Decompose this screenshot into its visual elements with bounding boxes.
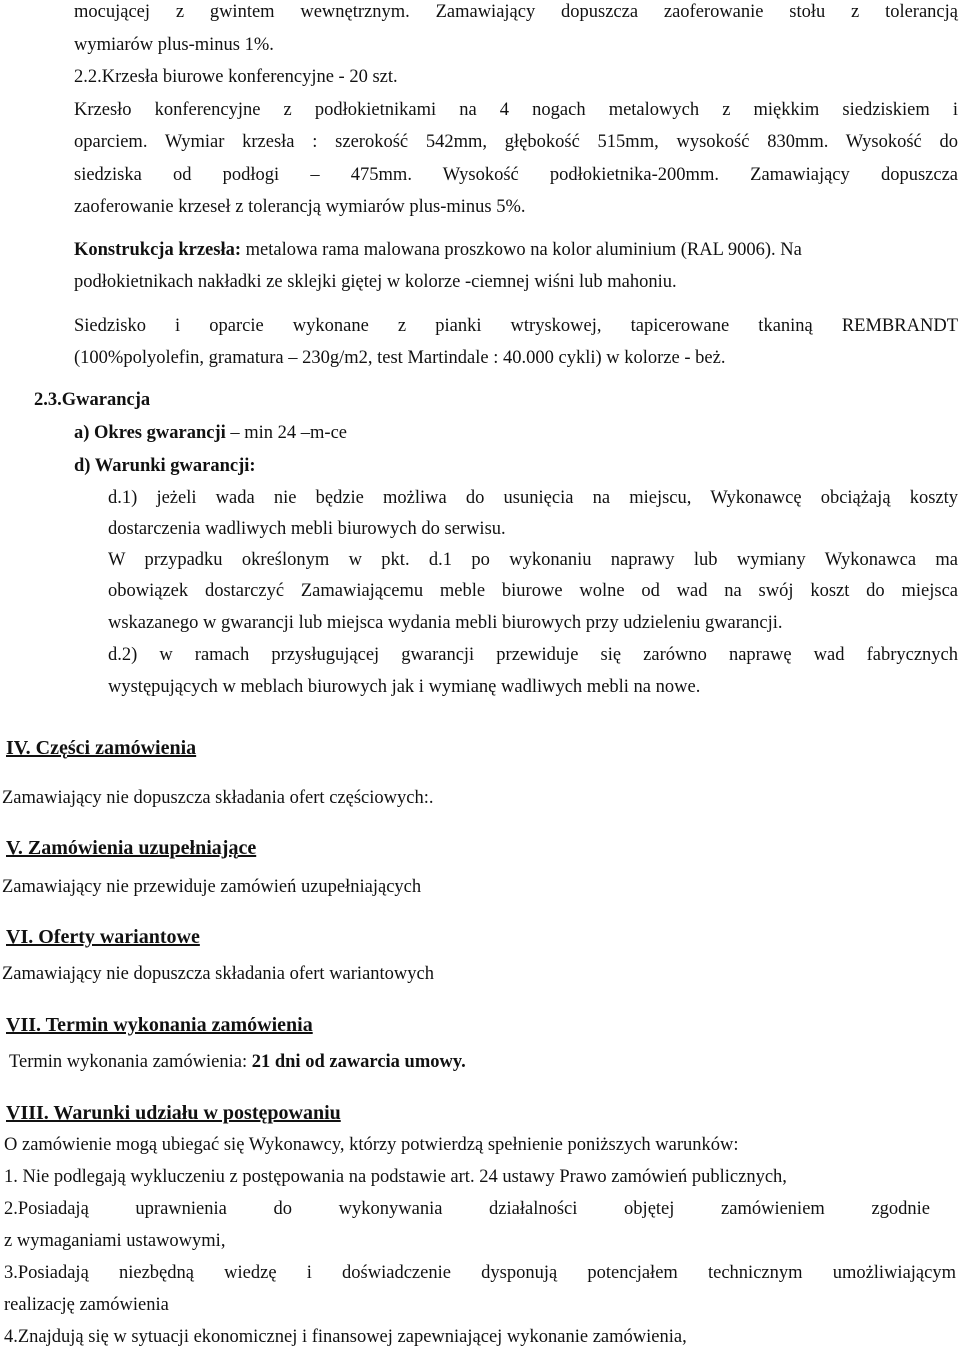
list-item: 4.Znajdują się w sytuacji ekonomicznej i finansowej zapewniającej wykonanie zamówienia, <box>4 1327 687 1347</box>
paragraph-line: Zamawiający nie przewiduje zamówień uzupełniających <box>2 877 422 897</box>
list-item: 1. Nie podlegają wykluczeniu z postępowania na podstawie art. 24 ustawy Prawo zamówień publicznych, <box>4 1167 787 1187</box>
paragraph-line: dostarczenia wadliwych mebli biurowych do serwisu. <box>108 519 506 539</box>
text-run: Termin wykonania zamówienia: <box>9 1052 252 1072</box>
section-heading-v: V. Zamówienia uzupełniające <box>6 837 257 859</box>
paragraph-line: Siedzisko i oparcie wykonane z pianki wtryskowej, tapicerowane tkaniną REMBRANDT <box>74 316 958 336</box>
paragraph-line: W przypadku określonym w pkt. d.1 po wykonaniu naprawy lub wymiany Wykonawca ma <box>108 550 958 570</box>
paragraph-line: siedziska od podłogi – 475mm. Wysokość podłokietnika-200mm. Zamawiający dopuszcza <box>74 165 958 185</box>
paragraph-line: Krzesło konferencyjne z podłokietnikami na 4 nogach metalowych z miękkim siedziskiem i <box>74 100 958 120</box>
paragraph-line: podłokietnikach nakładki ze sklejki giętej w kolorze -ciemnej wiśni lub mahoniu. <box>74 272 677 292</box>
paragraph-line: występujących w meblach biurowych jak i wymianę wadliwych mebli na nowe. <box>108 677 701 697</box>
text-run: metalowa rama malowana proszkowo na kolor aluminium (RAL 9006). Na <box>241 240 802 260</box>
paragraph-line: d.1) jeżeli wada nie będzie możliwa do usunięcia na miejscu, Wykonawcę obciążają koszty <box>108 488 958 508</box>
paragraph-line: obowiązek dostarczyć Zamawiającemu meble biurowe wolne od wad na swój koszt do miejsca <box>108 581 958 601</box>
paragraph-line: wymiarów plus-minus 1%. <box>74 35 274 55</box>
bold-label: Konstrukcja krzesła: <box>74 240 241 260</box>
paragraph-line: Zamawiający nie dopuszcza składania ofert częściowych:. <box>2 788 434 808</box>
list-item-continuation: realizację zamówienia <box>4 1295 169 1315</box>
bold-label: 21 dni od zawarcia umowy. <box>251 1052 466 1072</box>
warranty-period <box>74 422 347 444</box>
text-run: – min 24 –m-ce <box>225 423 348 443</box>
list-item-continuation: z wymaganiami ustawowymi, <box>4 1231 226 1251</box>
bold-label: a) Okres gwarancji <box>74 423 226 443</box>
paragraph-line <box>74 239 802 261</box>
paragraph-line: (100%polyolefin, gramatura – 230g/m2, test Martindale : 40.000 cykli) w kolorze - beż. <box>74 348 726 368</box>
section-heading-2-3: 2.3.Gwarancja <box>34 390 151 410</box>
section-heading-viii: VIII. Warunki udziału w postępowaniu <box>6 1102 341 1124</box>
list-item: 3.Posiadają niezbędną wiedzę i doświadczenie dysponują potencjałem technicznym umożliwiającym <box>4 1263 956 1283</box>
warranty-conditions-heading: d) Warunki gwarancji: <box>74 456 256 476</box>
section-heading-2-2: 2.2.Krzesła biurowe konferencyjne - 20 szt. <box>74 67 398 87</box>
list-item: 2.Posiadają uprawnienia do wykonywania działalności objętej zamówieniem zgodnie <box>4 1199 930 1219</box>
paragraph-line <box>9 1051 466 1073</box>
section-heading-vi: VI. Oferty wariantowe <box>6 926 200 948</box>
paragraph-line: mocującej z gwintem wewnętrznym. Zamawiający dopuszcza zaoferowanie stołu z tolerancją <box>74 2 958 22</box>
section-heading-iv: IV. Części zamówienia <box>6 737 197 759</box>
paragraph-line: Zamawiający nie dopuszcza składania ofert wariantowych <box>2 964 434 984</box>
paragraph-line: wskazanego w gwarancji lub miejsca wydania mebli biurowych przy udzieleniu gwarancji. <box>108 613 783 633</box>
section-heading-vii: VII. Termin wykonania zamówienia <box>6 1014 313 1036</box>
paragraph-line: zaoferowanie krzeseł z tolerancją wymiarów plus-minus 5%. <box>74 197 526 217</box>
paragraph-line: O zamówienie mogą ubiegać się Wykonawcy, którzy potwierdzą spełnienie poniższych warunków: <box>4 1135 739 1155</box>
paragraph-line: d.2) w ramach przysługującej gwarancji przewiduje się zarówno naprawę wad fabrycznych <box>108 645 958 665</box>
paragraph-line: oparciem. Wymiar krzesła : szerokość 542mm, głębokość 515mm, wysokość 830mm. Wysokość do <box>74 132 958 152</box>
